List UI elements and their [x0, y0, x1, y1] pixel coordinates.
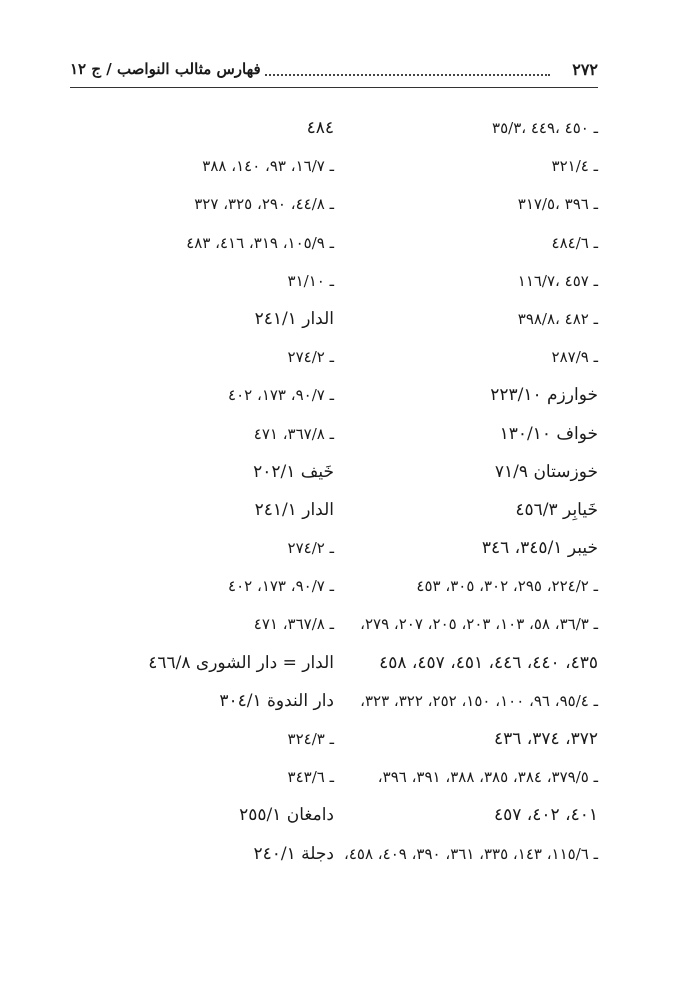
index-entry: ـ ٢٢٤/٢، ٢٩٥، ٣٠٢، ٣٠٥، ٤٥٣	[416, 577, 598, 596]
index-entry: خيبر ٣٤٥/١، ٣٤٦	[481, 538, 598, 559]
running-header	[70, 60, 598, 86]
index-entry: ـ ٤٥٧ ،١١٦/٧	[517, 271, 598, 290]
index-entry: دامغان ٢٥٥/١	[239, 805, 334, 826]
index-entry: ـ ٩٠/٧، ١٧٣، ٤٠٢	[228, 386, 334, 405]
header-leader-dots	[258, 74, 550, 76]
index-column-right	[338, 109, 598, 873]
index-entry: ـ ٩٠/٧، ١٧٣، ٤٠٢	[228, 577, 334, 596]
index-entry: خَيف ٢٠٢/١	[253, 461, 334, 482]
index-entry: دار الندوة ٣٠٤/١	[219, 690, 334, 711]
index-entry: ـ ٣٦٧/٨، ٤٧١	[253, 615, 334, 634]
index-entry: ـ ٩٥/٤، ٩٦، ١٠٠، ١٥٠، ٢٥٢، ٣٢٢، ٣٢٣،	[360, 691, 598, 710]
index-entry: ـ ١٦/٧، ٩٣، ١٤٠، ٣٨٨	[202, 157, 334, 176]
index-entry: ـ ١١٥/٦، ١٤٣، ٣٣٥، ٣٦١، ٣٩٠، ٤٠٩، ٤٥٨،	[344, 844, 598, 863]
index-entry: خَيابِر ٤٥٦/٣	[515, 499, 598, 520]
index-entry: ـ ٣٢٤/٣	[287, 730, 334, 748]
index-entry: ٣٧٢، ٣٧٤، ٤٣٦	[494, 729, 598, 749]
index-column-left	[34, 109, 334, 873]
index-entry: ـ ٢٧٤/٢	[287, 348, 334, 367]
index-entry: الدار ٢٤١/١	[254, 308, 334, 329]
index-entry: ـ ٣٧٩/٥، ٣٨٤، ٣٨٥، ٣٨٨، ٣٩١، ٣٩٦،	[377, 768, 598, 787]
index-entry: دجلة ٢٤٠/١	[253, 843, 334, 864]
index-entry: ـ ٣٢١/٤	[551, 157, 598, 176]
index-entry: ـ ٤٥٠ ،٤٤٩ ،٣٥/٣	[492, 119, 598, 137]
index-entry: ـ ١٠٥/٩، ٣١٩، ٤١٦، ٤٨٣	[186, 233, 334, 252]
index-entry: خواف ١٣٠/١٠	[499, 423, 598, 444]
page-number: ٢٧٢	[572, 60, 598, 79]
header-rule	[70, 87, 598, 88]
header-title: فهارس مثالب النواصب / ج ١٢	[70, 60, 265, 78]
index-entry: الدار = دار الشورى ٤٦٦/٨	[148, 652, 334, 673]
index-entry: ـ ٣٩٦ ،٣١٧/٥	[517, 195, 598, 214]
index-entry: ٤٠١، ٤٠٢، ٤٥٧	[494, 805, 598, 826]
index-entry: ـ ٣١/١٠	[287, 271, 334, 290]
index-entry: ـ ٤٨٢ ،٣٩٨/٨	[517, 309, 598, 328]
index-entry: الدار ٢٤١/١	[254, 499, 334, 520]
index-entry: ـ ٣٦٧/٨، ٤٧١	[253, 424, 334, 443]
index-entry: ـ ٣٤٣/٦	[287, 768, 334, 787]
index-entry: ـ ٢٨٧/٩	[551, 348, 598, 367]
index-entry: ٤٣٥، ٤٤٠، ٤٤٦، ٤٥١، ٤٥٧، ٤٥٨	[379, 652, 598, 673]
index-entry: خوزستان ٧١/٩	[494, 461, 598, 482]
index-entry: ـ ٤٨٤/٦	[551, 233, 598, 252]
index-entry: ـ ٣٦/٣، ٥٨، ١٠٣، ٢٠٣، ٢٠٥، ٢٠٧، ٢٧٩،	[360, 615, 598, 634]
index-entry: خوارزم ٢٢٣/١٠	[490, 385, 598, 406]
index-entry: ـ ٤٤/٨، ٢٩٠، ٣٢٥، ٣٢٧	[194, 195, 334, 214]
index-entry: ـ ٢٧٤/٢	[287, 539, 334, 558]
index-entry: ٤٨٤	[306, 118, 334, 138]
